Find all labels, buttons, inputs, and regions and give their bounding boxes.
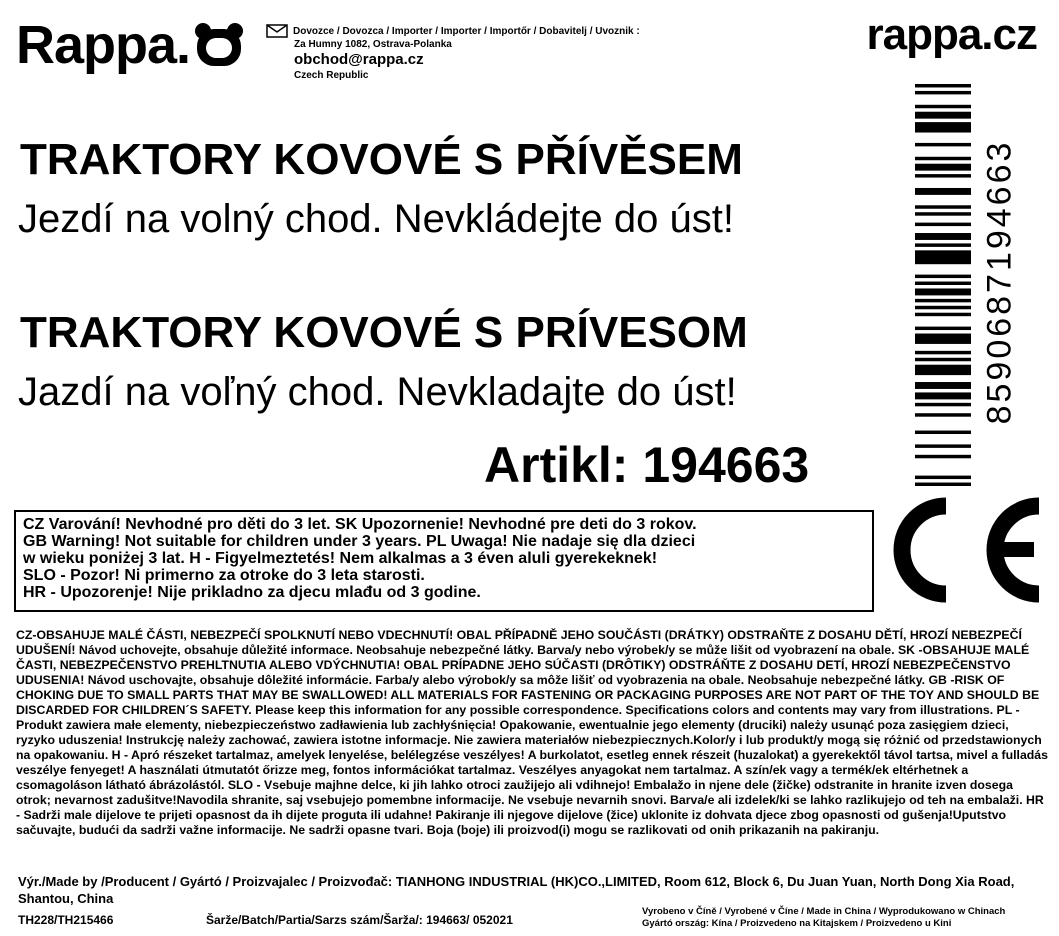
- envelope-icon: [266, 24, 288, 38]
- importer-country: Czech Republic: [294, 70, 369, 81]
- ce-mark-icon: [884, 490, 1050, 610]
- importer-label: Dovozce / Dovozca / Importer / Importer / Importőr / Dobavitelj / Uvoznik :: [293, 25, 640, 37]
- barcode-bar: [915, 282, 971, 285]
- article-number: Artikl: 194663: [484, 437, 810, 493]
- warning-line: SLO - Pozor! Ni primerno za otroke do 3 leta starosti.: [23, 567, 425, 584]
- product-title-cz: TRAKTORY KOVOVÉ S PŘÍVĚSEM: [20, 135, 743, 184]
- logo-text: Rappa.: [16, 15, 191, 75]
- barcode-bar: [915, 157, 971, 160]
- barcode-bar: [915, 233, 971, 240]
- barcode-bar: [915, 122, 971, 132]
- made-in-line: Vyrobeno v Číně / Vyrobené v Číne / Made in China / Wyprodukowano w Chinach: [642, 906, 1006, 917]
- barcode-bar: [915, 327, 971, 330]
- warning-line: CZ Varování! Nevhodné pro děti do 3 let. SK Upozornenie! Nevhodné pre deti do 3 rokov.: [23, 516, 697, 533]
- batch-number: Šarže/Batch/Partia/Sarzs szám/Šarža/: 194663/ 052021: [206, 913, 513, 927]
- barcode-bar: [915, 306, 971, 309]
- manufacturer-info: Výr./Made by /Producent / Gyártó / Proizvajalec / Proizvođač: TIANHONG INDUSTRIAL (HK)CO.,LIMITED, Room 612, Block 6, Du Juan Yuan, North Dong Xia Road, Shantou, China: [18, 874, 1015, 906]
- barcode-bar: [915, 444, 971, 447]
- product-title-sk: TRAKTORY KOVOVÉ S PRÍVESOM: [20, 308, 748, 357]
- barcode-bar: [915, 455, 971, 458]
- barcode-bar: [915, 91, 971, 94]
- barcode-bar: [915, 431, 971, 434]
- barcode-bar: [915, 223, 971, 226]
- age-warning-box: [14, 510, 874, 612]
- product-codes: TH228/TH215466: [18, 913, 114, 927]
- safety-information: CZ-OBSAHUJE MALÉ ČÁSTI, NEBEZPEČÍ SPOLKNUTÍ NEBO VDECHNUTÍ! OBAL PŘÍPADNĚ JEHO SOUČÁSTI (DRÁTKY) ODSTRAŇTE Z DOSAHU DĚTÍ, HROZÍ NEBEZPEČÍ UDUŠENÍ! Návod uchovejte, obsahuje důležité informace. Neobsahuje nebezpečné látky. Barva/y nebo výrobek/y se může lišit od vyobrazení na obale. SK -OBSAHUJE MALÉ ČASTI, NEBEZPEČENSTVO PREHLTNUTIA ALEBO VDÝCHNUTIA! OBAL PRÍPADNE JEHO SÚČASTI (DRÔTIKY) ODSTRÁŇTE Z DOSAHU DETÍ, HROZÍ NEBEZPEČENSTVO UDUSENIA! Návod uschovajte, obsahuje dôležité informácie. Farba/y alebo výrobok/y sa môže lišiť od vyobrazenia na obale. Neobsahuje nebezpečné látky. GB -RISK OF CHOKING DUE TO SMALL PARTS THAT MAY BE SWALLOWED! ALL MATERIALS FOR FASTENING OR PACKAGING PURPOSES ARE NOT PART OF THE TOY AND SHOULD BE DISCARDED FOR CHILDREN´S SAFETY. Please keep this information for any possible correspondence. Specifications colors and contents may vary from illustrations. PL - Produkt zawiera małe elementy, niebezpieczeństwo zadławienia lub zachłyśnięcia! Opakowanie, ewentualnie jego elementy (druciki) należy usunąć poza zasięgiem dzieci, ryzyko uduszenia! Instrukcję należy zachować, zawiera istotne informacje. Nie zawiera materiałów niebezpiecznych.Kolor/y i lub produkt/y mogą się różnić od przedstawionych na opakowaniu. H - Apró részeket tartalmaz, amelyek lenyelése, belélegzése veszélyes! A burkolatot, esetleg ennek részeit (huzalokat) a gyerekektől távol tartsa, mivel a fulladás veszélye fenyeget! A használati útmutatót őrizze meg, fontos információkat tartalmaz. Veszélyes anyagokat nem tartalmaz. A szín/ek vagy a termék/ek eltérhetnek a csomagoláson látható ábrázolástól. SLO - Vsebuje majhne delce, ki jih lahko otroci zaužijejo ali vdihnejo! Embalažo in njene dele (žičke) odstranite in hranite izven dosega otrok; nevarnost zadušitve!Navodila shranite, saj vsebujejo pomembne informacije. Ne vsebuje nevarnih snovi. Barva/e ali izdelek/ki se lahko razlikujejo od teh na embalaži. HR - Sadrži male dijelove te prijeti opasnost da ih dijete proguta ili udahne! Pakiranje ili njegove dijelove (žice) uklonite iz dohvata djece zbog opasnosti od gušenja!Uputstvo sačuvajte, budući da sadrži važne informacije. Ne sadrži opasne tvari. Boja (boje) ili proizvod(i) mogu se razlikovati od onih prikazanih na pakiranju.: [16, 628, 1048, 837]
- made-in-line: Gyártó ország: Kína / Proizvedeno na Kitajskem / Proizvedeno u Kini: [642, 918, 952, 929]
- barcode-bar: [915, 382, 971, 389]
- warning-line: w wieku poniżej 3 lat. H - Figyelmeztetés! Nem alkalmas a 3 éven aluli gyerekeknek!: [23, 550, 658, 567]
- barcode-bar: [915, 188, 971, 195]
- warning-line: GB Warning! Not suitable for children under 3 years. PL Uwaga! Nie nadaje się dla dzieci: [23, 533, 696, 550]
- barcode-bar: [915, 205, 971, 208]
- importer-email: obchod@rappa.cz: [294, 51, 424, 68]
- barcode-number: 8590687194663: [980, 139, 1019, 425]
- product-desc-sk: Jazdí na voľný chod. Nevkladajte do úst!: [18, 370, 737, 414]
- barcode-bar: [915, 212, 971, 215]
- rappa-logo: [16, 14, 244, 76]
- barcode-bar: [915, 392, 971, 399]
- barcode-bar: [915, 351, 971, 354]
- barcode-bar: [915, 84, 971, 87]
- barcode-bar: [915, 164, 971, 171]
- country-of-origin: [642, 906, 1005, 930]
- importer-info: [266, 24, 640, 82]
- barcode-bar: [915, 105, 971, 108]
- website-label: rappa.cz: [866, 10, 1037, 59]
- barcode-bar: [915, 143, 971, 146]
- barcode-bar: [915, 299, 971, 302]
- barcode-bar: [915, 483, 971, 486]
- barcode-bar: [915, 112, 971, 119]
- barcode-bar: [915, 313, 971, 316]
- barcode-bar: [915, 476, 971, 479]
- barcode-bar: [915, 243, 971, 246]
- barcode-bar: [915, 334, 971, 344]
- warning-line: HR - Upozorenje! Nije prikladno za djecu mlađu od 3 godine.: [23, 584, 481, 601]
- barcode-bar: [915, 275, 971, 278]
- barcode-bar: [915, 403, 971, 406]
- barcode-bar: [915, 288, 971, 295]
- barcode-bar: [915, 413, 971, 416]
- bear-head-icon: [194, 22, 244, 68]
- barcode-bar: [915, 365, 971, 375]
- barcode-bar: [915, 358, 971, 361]
- product-desc-cz: Jezdí na volný chod. Nevkládejte do úst!: [18, 197, 734, 241]
- barcode: [915, 84, 971, 486]
- importer-address: Za Humny 1082, Ostrava-Polanka: [294, 39, 452, 50]
- barcode-bar: [915, 250, 971, 264]
- barcode-bar: [915, 174, 971, 177]
